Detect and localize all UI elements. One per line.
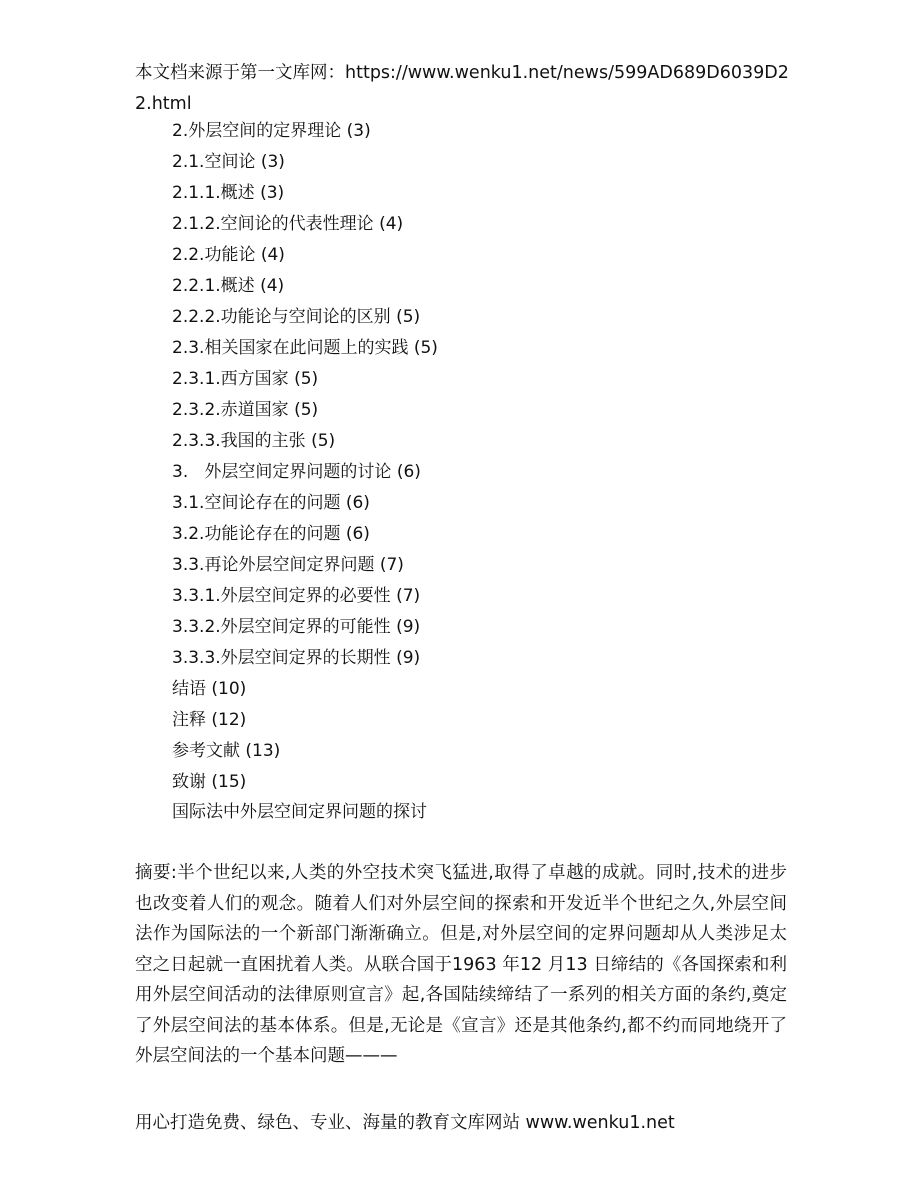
toc-item: 2.3.1.西方国家 (5): [172, 369, 319, 389]
table-of-contents: [172, 116, 438, 798]
toc-item: 2.2.2.功能论与空间论的区别 (5): [172, 307, 421, 327]
toc-item: 2.2.1.概述 (4): [172, 276, 285, 296]
toc-item: 3.1.空间论存在的问题 (6): [172, 493, 370, 513]
toc-item: 2.3.相关国家在此问题上的实践 (5): [172, 338, 438, 358]
toc-item: 2.3.2.赤道国家 (5): [172, 400, 319, 420]
toc-item: 致谢 (15): [172, 772, 247, 792]
source-url-line: 本文档来源于第一文库网：https://www.wenku1.net/news/599AD689D6039D22.html: [135, 63, 789, 114]
toc-item: 2.2.功能论 (4): [172, 245, 285, 265]
toc-item: 结语 (10): [172, 679, 247, 699]
toc-item: 2.1.2.空间论的代表性理论 (4): [172, 214, 404, 234]
toc-item: 3.3.再论外层空间定界问题 (7): [172, 555, 404, 575]
toc-item: 注释 (12): [172, 710, 247, 730]
toc-item: 参考文献 (13): [172, 741, 281, 761]
toc-item: 3. 外层空间定界问题的讨论 (6): [172, 462, 421, 482]
toc-item: 3.3.2.外层空间定界的可能性 (9): [172, 617, 421, 637]
toc-item: 3.2.功能论存在的问题 (6): [172, 524, 370, 544]
toc-item: 3.3.1.外层空间定界的必要性 (7): [172, 586, 421, 606]
footer-slogan: 用心打造免费、绿色、专业、海量的教育文库网站 www.wenku1.net: [135, 1113, 675, 1133]
document-title: 国际法中外层空间定界问题的探讨: [172, 802, 427, 822]
toc-item: 2.1.空间论 (3): [172, 152, 285, 172]
toc-item: 2.3.3.我国的主张 (5): [172, 431, 336, 451]
toc-item: 2.外层空间的定界理论 (3): [172, 121, 371, 141]
abstract-paragraph: 摘要:半个世纪以来,人类的外空技术突飞猛进,取得了卓越的成就。同时,技术的进步也改变着人们的观念。随着人们对外层空间的探索和开发近半个世纪之久,外层空间法作为国际法的一个新部门渐渐确立。但是,对外层空间的定界问题却从人类涉足太空之日起就一直困扰着人类。从联合国于1963 年12 月13 日缔结的《各国探索和利用外层空间活动的法律原则宣言》起,各国陆续缔结了一系列的相关方面的条约,奠定了外层空间法的基本体系。但是,无论是《宣言》还是其他条约,都不约而同地绕开了外层空间法的一个基本问题———: [135, 863, 787, 1066]
toc-item: 2.1.1.概述 (3): [172, 183, 285, 203]
toc-item: 3.3.3.外层空间定界的长期性 (9): [172, 648, 421, 668]
